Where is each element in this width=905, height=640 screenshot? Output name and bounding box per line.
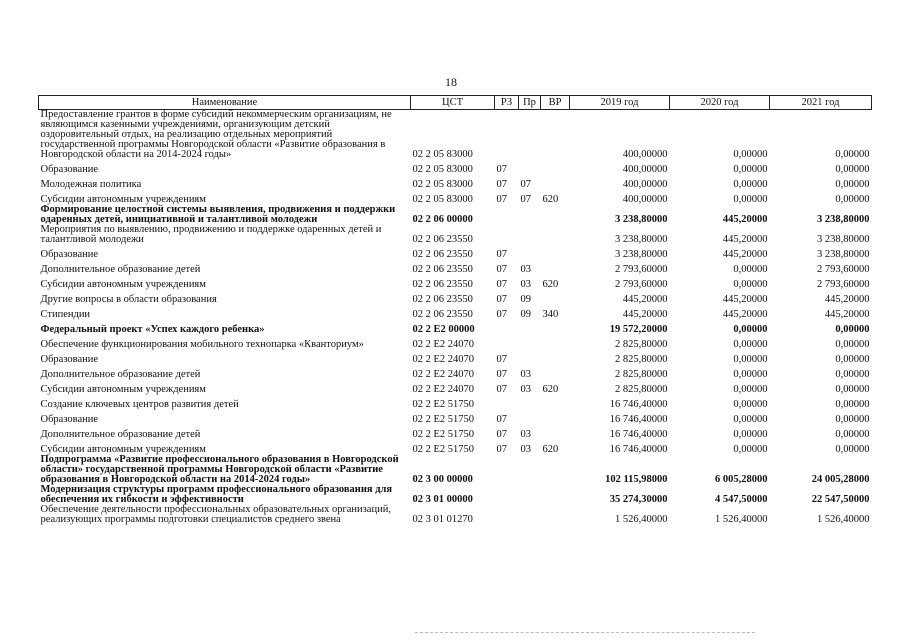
row-rz [495, 395, 519, 410]
row-2020: 445,20000 [722, 294, 768, 305]
table-row [39, 365, 872, 380]
row-2019: 1 526,40000 [615, 514, 668, 525]
row-pr [519, 245, 541, 260]
row-2020: 445,20000 [722, 249, 768, 260]
row-2021: 0,00000 [835, 164, 870, 175]
row-cst: 02 3 01 01270 [412, 514, 473, 525]
row-2019: 16 746,40000 [609, 429, 668, 440]
row-cst: 02 3 00 00000 [412, 474, 473, 485]
header-cst: ЦСТ [411, 96, 495, 110]
row-pr [519, 505, 541, 525]
row-rz: 07 [496, 309, 507, 320]
row-cst: 02 2 06 23550 [412, 309, 473, 320]
table-row [39, 205, 872, 225]
row-cst: 02 2 06 23550 [412, 234, 473, 245]
row-2020: 445,20000 [722, 234, 768, 245]
row-2019: 2 793,60000 [615, 264, 668, 275]
row-name: Образование [40, 249, 99, 260]
row-rz: 07 [496, 354, 507, 365]
row-pr [519, 335, 541, 350]
row-rz: 07 [496, 384, 507, 395]
table-row [39, 275, 872, 290]
row-name: Дополнительное образование детей [40, 369, 201, 380]
row-cst: 02 2 E2 24070 [412, 339, 475, 350]
row-2021: 445,20000 [824, 309, 870, 320]
row-vr [541, 425, 570, 440]
table-row [39, 175, 872, 190]
row-2019: 3 238,80000 [615, 234, 668, 245]
row-vr [541, 175, 570, 190]
row-vr [541, 110, 570, 161]
header-name: Наименование [39, 96, 411, 110]
row-cst: 02 2 05 83000 [412, 194, 473, 205]
row-name: Субсидии автономным учреждениям [40, 279, 206, 290]
row-2021: 0,00000 [835, 384, 870, 395]
row-vr [541, 320, 570, 335]
row-rz: 07 [496, 444, 507, 455]
row-name: Модернизация структуры программ профессионального образования для обеспечения их гибкости и эффективности [40, 484, 393, 505]
row-rz [495, 335, 519, 350]
row-cst: 02 2 E2 00000 [412, 324, 475, 335]
row-rz: 07 [496, 164, 507, 175]
row-cst: 02 2 E2 24070 [412, 384, 475, 395]
row-pr [519, 410, 541, 425]
row-2021: 0,00000 [835, 354, 870, 365]
row-name: Образование [40, 164, 99, 175]
row-name: Подпрограмма «Развитие профессионального образования в Новгородской области» государственной программы Новгородской области «Развитие образования в Новгородской области на 2014-2024 годы» [40, 454, 399, 485]
row-2021: 1 526,40000 [817, 514, 870, 525]
row-2020: 0,00000 [733, 414, 768, 425]
row-rz [495, 485, 519, 505]
row-2021: 0,00000 [835, 194, 870, 205]
row-2020: 0,00000 [733, 384, 768, 395]
footer-rule [415, 632, 755, 633]
row-name: Обеспечение деятельности профессиональных образовательных организаций, реализующих программы подготовки специалистов среднего звена [40, 504, 391, 525]
row-2019: 445,20000 [622, 309, 668, 320]
table-row [39, 425, 872, 440]
header-vr: ВР [541, 96, 570, 110]
row-name: Формирование целостной системы выявления, продвижения и поддержки одаренных детей, инициативной и талантливой молодежи [40, 204, 396, 225]
row-pr: 03 [520, 264, 531, 275]
row-cst: 02 2 E2 51750 [412, 444, 475, 455]
row-cst: 02 2 05 83000 [412, 164, 473, 175]
row-vr [541, 335, 570, 350]
row-2019: 2 825,80000 [615, 369, 668, 380]
row-vr: 620 [542, 384, 559, 395]
row-pr [519, 320, 541, 335]
row-2019: 3 238,80000 [615, 249, 668, 260]
row-2019: 16 746,40000 [609, 414, 668, 425]
row-2020: 0,00000 [733, 444, 768, 455]
row-vr [541, 410, 570, 425]
row-2021: 2 793,60000 [817, 279, 870, 290]
row-name: Образование [40, 414, 99, 425]
row-2021: 0,00000 [835, 399, 870, 410]
row-vr [541, 160, 570, 175]
table-row [39, 440, 872, 455]
row-cst: 02 2 E2 51750 [412, 414, 475, 425]
row-cst: 02 3 01 00000 [412, 494, 473, 505]
table-body [39, 110, 872, 526]
row-2021: 0,00000 [835, 324, 870, 335]
row-rz: 07 [496, 294, 507, 305]
table-row [39, 350, 872, 365]
table-row [39, 320, 872, 335]
row-name: Молодежная политика [40, 179, 142, 190]
header-pr: Пр [519, 96, 541, 110]
row-pr: 03 [520, 384, 531, 395]
budget-table [38, 95, 872, 525]
table-row [39, 485, 872, 505]
row-pr [519, 485, 541, 505]
row-cst: 02 2 E2 24070 [412, 369, 475, 380]
table-row [39, 410, 872, 425]
row-pr: 09 [520, 309, 531, 320]
header-2021: 2021 год [770, 96, 872, 110]
row-vr [541, 350, 570, 365]
row-2020: 445,20000 [722, 214, 768, 225]
row-2019: 35 274,30000 [609, 494, 668, 505]
table-row [39, 290, 872, 305]
row-2021: 3 238,80000 [817, 234, 870, 245]
row-2020: 445,20000 [722, 309, 768, 320]
row-cst: 02 2 05 83000 [412, 179, 473, 190]
row-pr: 07 [520, 194, 531, 205]
row-2019: 16 746,40000 [609, 399, 668, 410]
row-2020: 0,00000 [733, 399, 768, 410]
row-2021: 0,00000 [835, 369, 870, 380]
row-cst: 02 2 05 83000 [412, 149, 473, 160]
row-name: Дополнительное образование детей [40, 429, 201, 440]
table-row [39, 395, 872, 410]
page-number: 18 [445, 75, 457, 89]
row-name: Субсидии автономным учреждениям [40, 444, 206, 455]
row-pr: 03 [520, 444, 531, 455]
table-header [39, 96, 872, 110]
row-2020: 0,00000 [733, 324, 768, 335]
row-pr [519, 350, 541, 365]
row-pr: 03 [520, 279, 531, 290]
row-2019: 2 825,80000 [615, 384, 668, 395]
row-vr: 620 [542, 194, 559, 205]
row-vr: 340 [542, 309, 559, 320]
row-pr: 03 [520, 429, 531, 440]
row-rz: 07 [496, 279, 507, 290]
row-2021: 445,20000 [824, 294, 870, 305]
row-pr [519, 395, 541, 410]
row-2019: 2 793,60000 [615, 279, 668, 290]
row-2019: 445,20000 [622, 294, 668, 305]
row-rz: 07 [496, 264, 507, 275]
table-row [39, 225, 872, 245]
table-row [39, 245, 872, 260]
row-vr [541, 260, 570, 275]
row-2019: 19 572,20000 [609, 324, 668, 335]
row-2021: 0,00000 [835, 444, 870, 455]
row-cst: 02 2 E2 24070 [412, 354, 475, 365]
row-rz: 07 [496, 179, 507, 190]
row-rz: 07 [496, 429, 507, 440]
row-2021: 0,00000 [835, 149, 870, 160]
row-2021: 22 547,50000 [811, 494, 870, 505]
row-name: Субсидии автономным учреждениям [40, 194, 206, 205]
row-name: Образование [40, 354, 99, 365]
row-2021: 3 238,80000 [817, 249, 870, 260]
row-vr [541, 505, 570, 525]
row-rz [495, 225, 519, 245]
row-name: Федеральный проект «Успех каждого ребенка» [40, 324, 265, 335]
row-name: Предоставление грантов в форме субсидий некоммерческим организациям, не являющимся казенными учреждениями, организующим детский оздоровительный отдых, на реализацию отдельных мероприятий государственной программы Новгородской области «Развитие образования в Новгородской области на 2014-2024 годы» [40, 109, 392, 160]
row-pr: 07 [520, 179, 531, 190]
table-row [39, 110, 872, 161]
row-2020: 0,00000 [733, 354, 768, 365]
row-pr [519, 110, 541, 161]
row-rz [495, 320, 519, 335]
row-cst: 02 2 06 23550 [412, 279, 473, 290]
table-row [39, 335, 872, 350]
row-vr [541, 365, 570, 380]
row-2021: 2 793,60000 [817, 264, 870, 275]
row-cst: 02 2 E2 51750 [412, 399, 475, 410]
row-rz: 07 [496, 249, 507, 260]
row-2019: 400,00000 [622, 149, 668, 160]
table-row [39, 455, 872, 485]
row-2021: 0,00000 [835, 429, 870, 440]
row-name: Субсидии автономным учреждениям [40, 384, 206, 395]
row-2019: 2 825,80000 [615, 354, 668, 365]
row-2020: 0,00000 [733, 164, 768, 175]
table-row [39, 160, 872, 175]
table-row [39, 305, 872, 320]
row-rz [495, 110, 519, 161]
row-2020: 0,00000 [733, 429, 768, 440]
row-2019: 400,00000 [622, 194, 668, 205]
row-2020: 0,00000 [733, 369, 768, 380]
row-name: Обеспечение функционирования мобильного технопарка «Кванториум» [40, 339, 364, 350]
row-2020: 0,00000 [733, 194, 768, 205]
row-2019: 400,00000 [622, 179, 668, 190]
row-2020: 0,00000 [733, 264, 768, 275]
row-2019: 16 746,40000 [609, 444, 668, 455]
row-rz: 07 [496, 414, 507, 425]
row-pr [519, 455, 541, 485]
header-rz: РЗ [495, 96, 519, 110]
row-rz [495, 455, 519, 485]
row-2019: 3 238,80000 [615, 214, 668, 225]
row-2020: 0,00000 [733, 149, 768, 160]
row-cst: 02 2 06 00000 [412, 214, 473, 225]
row-pr: 09 [520, 294, 531, 305]
row-cst: 02 2 06 23550 [412, 249, 473, 260]
row-vr [541, 225, 570, 245]
row-rz: 07 [496, 194, 507, 205]
row-name: Дополнительное образование детей [40, 264, 201, 275]
row-vr [541, 205, 570, 225]
row-name: Мероприятия по выявлению, продвижению и поддержке одаренных детей и талантливой молодежи [40, 224, 382, 245]
row-2021: 0,00000 [835, 179, 870, 190]
row-name: Стипендии [40, 309, 91, 320]
row-pr [519, 205, 541, 225]
row-vr: 620 [542, 279, 559, 290]
table-row [39, 380, 872, 395]
row-2020: 6 005,28000 [715, 474, 768, 485]
row-2021: 0,00000 [835, 339, 870, 350]
row-name: Другие вопросы в области образования [40, 294, 217, 305]
row-2020: 0,00000 [733, 339, 768, 350]
row-cst: 02 2 06 23550 [412, 294, 473, 305]
row-2021: 0,00000 [835, 414, 870, 425]
table-row [39, 260, 872, 275]
row-pr [519, 160, 541, 175]
row-vr [541, 485, 570, 505]
header-2019: 2019 год [570, 96, 670, 110]
row-pr [519, 225, 541, 245]
row-vr: 620 [542, 444, 559, 455]
row-vr [541, 395, 570, 410]
row-rz [495, 505, 519, 525]
row-2021: 3 238,80000 [817, 214, 870, 225]
row-name: Создание ключевых центров развития детей [40, 399, 239, 410]
row-vr [541, 455, 570, 485]
row-pr: 03 [520, 369, 531, 380]
row-2019: 400,00000 [622, 164, 668, 175]
row-rz: 07 [496, 369, 507, 380]
row-rz [495, 205, 519, 225]
row-cst: 02 2 E2 51750 [412, 429, 475, 440]
row-2019: 2 825,80000 [615, 339, 668, 350]
row-vr [541, 245, 570, 260]
row-2019: 102 115,98000 [605, 474, 668, 485]
row-2020: 1 526,40000 [715, 514, 768, 525]
table-row [39, 505, 872, 525]
row-2020: 0,00000 [733, 179, 768, 190]
header-2020: 2020 год [670, 96, 770, 110]
row-vr [541, 290, 570, 305]
row-2021: 24 005,28000 [811, 474, 870, 485]
row-cst: 02 2 06 23550 [412, 264, 473, 275]
row-2020: 0,00000 [733, 279, 768, 290]
table-row [39, 190, 872, 205]
row-2020: 4 547,50000 [715, 494, 768, 505]
